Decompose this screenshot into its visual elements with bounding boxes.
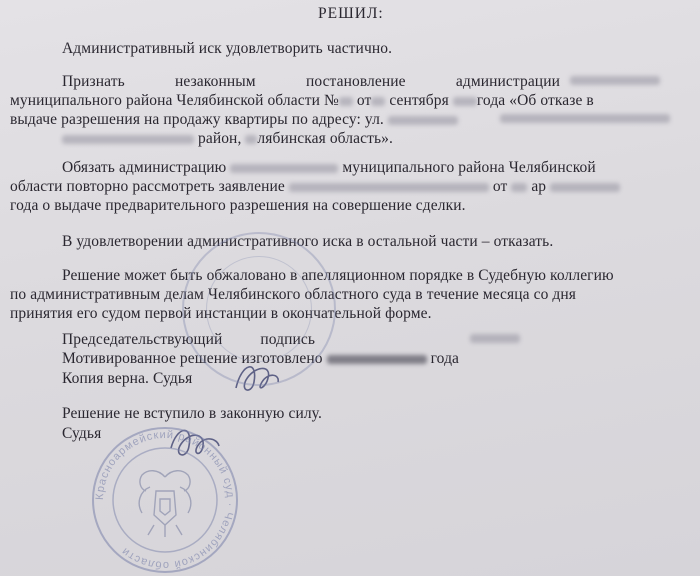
- text: области повторно рассмотреть заявление: [10, 178, 285, 195]
- redaction: [339, 97, 353, 106]
- copy-line: Копия верна. Судья: [62, 370, 193, 387]
- text: Обязать администрацию: [62, 159, 227, 176]
- court-seal-faint: [182, 232, 336, 386]
- text: ар: [531, 178, 547, 195]
- seal-text: Красноармейский районный суд · Челябинской области: [93, 428, 237, 572]
- year-label: года: [430, 350, 460, 367]
- text: выдаче разрешения на продажу квартиры по адресу: ул.: [10, 111, 384, 128]
- redaction: [327, 355, 427, 364]
- paragraph-oblige-line-2: [10, 177, 620, 197]
- text: постановление: [305, 73, 406, 90]
- redaction: [511, 183, 527, 192]
- paragraph-reject: В удовлетворении административного иска в остальной части – отказать.: [62, 233, 554, 250]
- court-seal: [90, 425, 240, 575]
- text: Признать: [62, 73, 125, 90]
- text: лябинская область».: [257, 130, 393, 147]
- text: незаконным: [175, 73, 256, 90]
- paragraph-oblige-line-1: [62, 158, 596, 178]
- text: года «Об отказе в: [476, 92, 594, 109]
- text: от: [356, 92, 372, 109]
- paragraph-recognize-line-3: [10, 110, 458, 130]
- text: сентября: [389, 92, 449, 109]
- legal-status: Решение не вступило в законную силу.: [62, 405, 322, 422]
- paragraph-claim: Административный иск удовлетворить частично.: [62, 40, 393, 57]
- chair-label: Председательствующий: [62, 331, 223, 348]
- paragraph-appeal-line-3: принятия его судом первой инстанции в окончательной форме.: [10, 305, 432, 322]
- paragraph-appeal-line-2: по административным делам Челябинского областного суда в течение месяца со дня: [10, 286, 577, 303]
- text: район,: [197, 130, 242, 147]
- motivated-label: Мотивированное решение изготовлено: [62, 350, 323, 367]
- text: администрации: [455, 73, 560, 90]
- double-headed-eagle-icon: [139, 471, 191, 537]
- text: от: [492, 178, 508, 195]
- svg-text:Красноармейский районный суд ·: [94, 429, 236, 571]
- redaction: [453, 97, 477, 106]
- redaction: [550, 183, 620, 192]
- redaction: [245, 135, 257, 144]
- judge-label: Судья: [62, 425, 102, 442]
- redaction: [371, 97, 385, 106]
- text: муниципального района Челябинской области №: [10, 92, 339, 109]
- redaction: [500, 114, 670, 123]
- paragraph-recognize-line-1: [62, 72, 560, 92]
- paragraph-recognize-line-4: [62, 129, 393, 149]
- redaction: [388, 116, 458, 125]
- paragraph-oblige-line-3: года о выдаче предварительного разрешения на совершение сделки.: [10, 197, 466, 214]
- text: муниципального района Челябинской: [342, 159, 596, 176]
- paragraph-recognize-line-2: [10, 91, 594, 111]
- heading: РЕШИЛ:: [318, 5, 384, 22]
- redaction: [570, 76, 660, 85]
- paragraph-appeal-line-1: Решение может быть обжаловано в апелляционном порядке в Судебную коллегию: [62, 267, 614, 284]
- signature-word: подпись: [260, 331, 316, 348]
- redaction: [470, 334, 520, 343]
- redaction: [230, 164, 338, 173]
- redaction: [62, 135, 194, 144]
- redaction: [289, 183, 489, 192]
